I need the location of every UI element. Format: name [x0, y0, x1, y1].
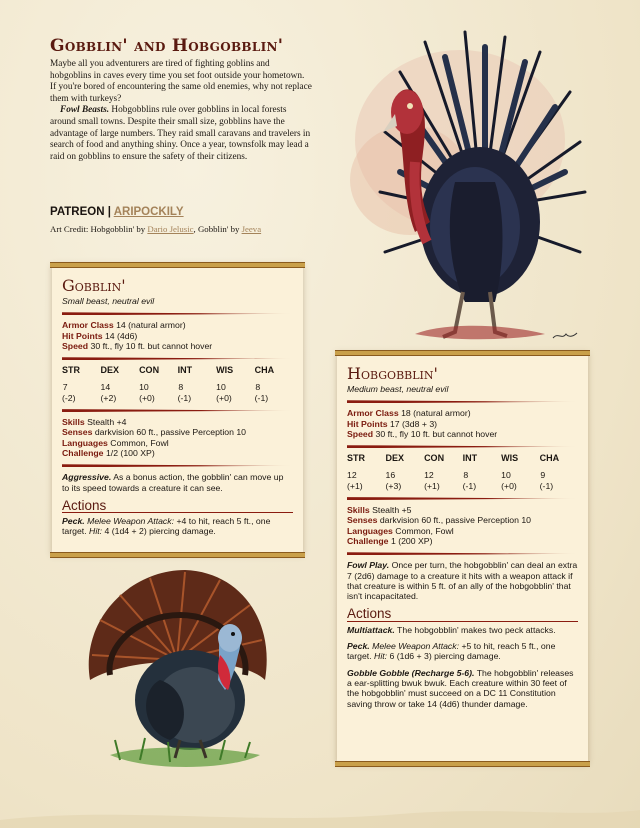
- hobgobblin-type: Medium beast, neutral evil: [347, 384, 449, 394]
- gobblin-illustration: [70, 560, 285, 780]
- intro-text: [50, 59, 312, 163]
- hobgobblin-action-gobble-gobble: Gobble Gobble (Recharge 5-6). The hobgobblin' releases a ear-splitting bwuk bwuk. Each creature within 30 feet of the hobgobblin' must succeed on a DC 11 Constitution saving throw or take 14 (4d6) thunder damage.: [347, 667, 574, 709]
- gobblin-senses: Senses darkvision 60 ft., passive Perception 10: [62, 427, 247, 438]
- intro-paragraph-2: [50, 105, 312, 163]
- patreon-handle-link[interactable]: ARIPOCKILY: [113, 206, 184, 218]
- statblock-top-bar: [335, 350, 590, 356]
- intro-lead: Fowl Beasts.: [60, 105, 110, 116]
- credit-prefix: Art Credit: Hobgobblin' by: [50, 224, 148, 234]
- hobgobblin-armor-class: Armor Class 18 (natural armor): [347, 408, 471, 419]
- hobgobblin-name: Hobgobblin': [347, 364, 438, 383]
- divider: [62, 464, 293, 467]
- gobblin-languages: Languages Common, Fowl: [62, 437, 169, 448]
- gobblin-skills: Skills Stealth +4: [62, 417, 127, 428]
- page-footer-decoration: [0, 798, 640, 828]
- divider: [62, 312, 293, 315]
- credit-middle: , Gobblin' by: [193, 224, 242, 234]
- hobgobblin-action-peck: Peck. Melee Weapon Attack: +5 to hit, reach 5 ft., one target. Hit: 6 (1d6 + 3) piercing damage.: [347, 641, 556, 662]
- gobblin-abilities: [62, 365, 293, 403]
- divider: [347, 445, 578, 448]
- hobgobblin-hit-points: Hit Points 17 (3d8 + 3): [347, 418, 438, 429]
- ability-cha: CHA 9 (-1): [539, 453, 560, 491]
- statblock-bottom-bar: [50, 552, 305, 558]
- artist-signature: [550, 330, 580, 342]
- credit-artist-2-link[interactable]: Jeeva: [241, 224, 262, 234]
- hobgobblin-actions-heading: Actions: [347, 609, 578, 621]
- hobgobblin-challenge: Challenge 1 (200 XP): [347, 535, 433, 546]
- hobgobblin-senses: Senses darkvision 60 ft., passive Perception 10: [347, 515, 532, 526]
- ability-dex: DEX 16 (+3): [385, 453, 405, 491]
- divider: [347, 400, 578, 403]
- ability-str: STR 12 (+1): [347, 453, 365, 491]
- hobgobblin-statblock: [337, 353, 588, 764]
- hobgobblin-action-multiattack: Multiattack. The hobgobblin' makes two peck attacks.: [347, 624, 556, 635]
- gobblin-trait-aggressive: Aggressive. As a bonus action, the gobblin' can move up to its speed towards a creature it can see.: [62, 472, 284, 493]
- gobblin-armor-class: Armor Class 14 (natural armor): [62, 320, 186, 331]
- statblock-top-bar: [50, 262, 305, 268]
- divider: [62, 357, 293, 360]
- intro-paragraph-1: Maybe all you adventurers are tired of fighting goblins and hobgoblins in caves every time you set foot outside your hometown. If you're bored of encountering the same old enemies, why not replace them with turkeys?: [50, 59, 312, 104]
- gobblin-action-peck: Peck. Melee Weapon Attack: +4 to hit, reach 5 ft., one target. Hit: 4 (1d4 + 2) piercing damage.: [62, 516, 271, 537]
- ability-con: CON 12 (+1): [424, 453, 445, 491]
- ability-dex: DEX 14 (+2): [100, 365, 120, 403]
- art-credit: [50, 224, 261, 234]
- ability-con: CON 10 (+0): [139, 365, 160, 403]
- gobblin-name: Gobblin': [62, 276, 126, 295]
- divider: [347, 552, 578, 555]
- hobgobblin-speed: Speed 30 ft., fly 10 ft. but cannot hover: [347, 428, 498, 439]
- statblock-bottom-bar: [335, 761, 590, 767]
- ability-int: INT 8 (-1): [177, 365, 193, 403]
- gobblin-statblock: [52, 265, 303, 555]
- hobgobblin-illustration: [355, 22, 595, 342]
- gobblin-speed: Speed 30 ft., fly 10 ft. but cannot hover: [62, 340, 213, 351]
- hobgobblin-trait-fowl-play: Fowl Play. Once per turn, the hobgobblin' can deal an extra 7 (2d6) damage to a creature it hits with a weapon attack if that creature is within 5 ft. of an ally of the hobgobblin' that isn't incapacitated.: [347, 560, 578, 602]
- intro-paragraph-2-body: Hobgobblins rule over gobblins in local forests around small towns. Despite their small size, gobblins have the advantage of large numbers. They raid small caravans and travelers in search of food and anything shiny. Once a year, townsfolk may lead a raid on gobblins to ensure the safety of their citizens.: [50, 105, 311, 162]
- ability-wis: WIS 10 (+0): [501, 453, 519, 491]
- divider: [62, 409, 293, 412]
- gobblin-actions-heading: Actions: [62, 501, 293, 513]
- gobblin-hit-points: Hit Points 14 (4d6): [62, 330, 138, 341]
- patreon-line: [50, 206, 184, 218]
- credit-artist-1-link[interactable]: Dario Jelusic: [147, 224, 194, 234]
- ability-str: STR 7 (-2): [62, 365, 80, 403]
- ability-cha: CHA 8 (-1): [254, 365, 275, 403]
- gobblin-type: Small beast, neutral evil: [62, 296, 155, 306]
- patreon-label: PATREON |: [50, 206, 114, 218]
- hobgobblin-languages: Languages Common, Fowl: [347, 525, 454, 536]
- ability-wis: WIS 10 (+0): [216, 365, 234, 403]
- gobblin-challenge: Challenge 1/2 (100 XP): [62, 447, 155, 458]
- hobgobblin-skills: Skills Stealth +5: [347, 505, 412, 516]
- hobgobblin-abilities: [347, 453, 578, 491]
- page-title: Gobblin' and Hobgobblin': [50, 36, 284, 56]
- divider: [347, 497, 578, 500]
- ability-int: INT 8 (-1): [462, 453, 478, 491]
